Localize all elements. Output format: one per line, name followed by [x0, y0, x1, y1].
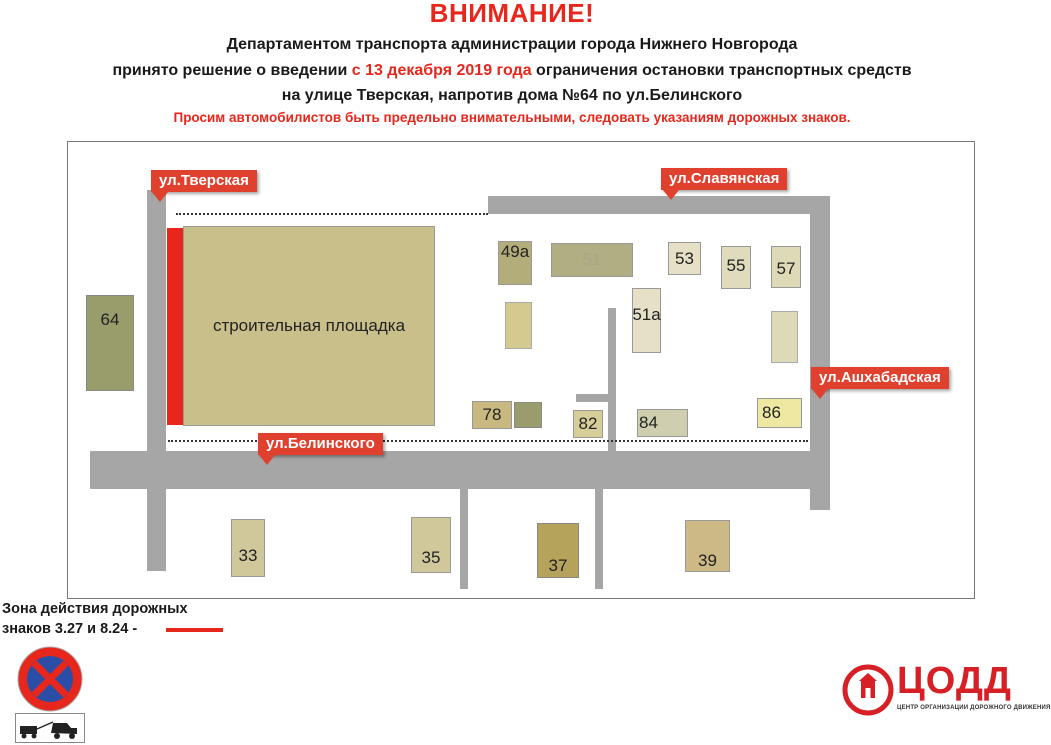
- header-line-3: на улице Тверская, напротив дома №64 по ул.Белинского: [281, 87, 743, 104]
- building-86: [757, 398, 802, 428]
- building-33: [231, 519, 265, 577]
- building-37-label: 37: [548, 556, 568, 575]
- street-label-ashkhabadskaya: ул.Ашхабадская: [811, 367, 949, 389]
- restriction-zone: [167, 228, 183, 425]
- building-35: [411, 517, 451, 573]
- building-78: [472, 401, 512, 429]
- street-pin-slavyanskaya: [663, 190, 679, 200]
- page-title: ВНИМАНИЕ!: [429, 0, 595, 28]
- logo-name: ЦОДД: [897, 660, 1012, 702]
- building-unnumbered-1: [505, 302, 532, 349]
- building-53: [668, 242, 701, 275]
- building-unnumbered-2: [771, 311, 798, 363]
- no-stopping-sign-icon: [16, 645, 84, 713]
- building-51a: [632, 288, 661, 353]
- road-ashkhabadskaya: [810, 196, 830, 510]
- building-84: [637, 409, 688, 437]
- building-64-label: 64: [100, 310, 120, 329]
- street-label-tverskaya: ул.Тверская: [151, 170, 257, 192]
- header-line-1: Департаментом транспорта администрации города Нижнего Новгорода: [226, 36, 798, 53]
- header-line-2-pre: принято решение о введении: [112, 62, 352, 79]
- building-55: [721, 246, 751, 289]
- street-pin-belinskogo: [259, 455, 275, 465]
- road-slavyanskaya: [488, 196, 830, 214]
- building-86-label: 86: [762, 403, 781, 422]
- legend-text: [2, 599, 188, 639]
- road-tverskaya: [147, 190, 166, 571]
- building-39-label: 39: [698, 551, 717, 570]
- building-37: [537, 523, 579, 578]
- construction-site: [183, 226, 435, 426]
- building-82: [573, 410, 603, 438]
- building-51a-label: 51а: [632, 305, 661, 324]
- legend-red-line: [166, 628, 223, 632]
- header-line-2-post: ограничения остановки транспортных средств: [531, 62, 912, 79]
- building-78-label: 78: [482, 405, 502, 424]
- dotted-line-top: [176, 213, 488, 215]
- header-line-2: [0, 62, 1024, 80]
- building-33-label: 33: [238, 546, 258, 565]
- construction-site-label: строительная площадка: [212, 316, 406, 335]
- tow-truck-sign-icon: [15, 713, 85, 743]
- building-64: [86, 295, 134, 391]
- street-pin-tverskaya: [152, 192, 168, 202]
- legend-line-2: знаков 3.27 и 8.24 -: [2, 621, 138, 637]
- building-84-label: 84: [639, 413, 658, 432]
- building-51: [551, 243, 633, 277]
- road-lane-35: [460, 489, 468, 589]
- road-lane-37: [595, 489, 603, 589]
- building-unnumbered-3: [514, 402, 542, 428]
- street-pin-ashkhabadskaya: [812, 389, 828, 399]
- header-date: с 13 декабря 2019 года: [351, 62, 532, 79]
- building-49a-label: 49а: [500, 242, 530, 261]
- building-49a: [498, 241, 532, 285]
- building-51-label: 51: [582, 250, 602, 269]
- road-inner-spur: [576, 394, 612, 402]
- codd-logo-icon: [842, 664, 894, 716]
- building-35-label: 35: [421, 548, 441, 567]
- logo-subtitle: ЦЕНТР ОРГАНИЗАЦИИ ДОРОЖНОГО ДВИЖЕНИЯ: [897, 705, 1051, 711]
- road-inner-vertical: [608, 308, 616, 456]
- road-belinskogo: [90, 451, 827, 489]
- building-57-label: 57: [776, 259, 796, 278]
- building-53-label: 53: [675, 248, 694, 268]
- building-55-label: 55: [726, 256, 746, 275]
- building-82-label: 82: [578, 414, 598, 433]
- legend-line-1: Зона действия дорожных: [2, 601, 188, 617]
- street-label-slavyanskaya: ул.Славянская: [661, 168, 787, 190]
- street-label-belinskogo: ул.Белинского: [258, 433, 383, 455]
- building-39: [685, 520, 730, 572]
- warning-text: Просим автомобилистов быть предельно внимательными, следовать указаниям дорожных знаков.: [173, 110, 851, 125]
- building-57: [771, 246, 801, 288]
